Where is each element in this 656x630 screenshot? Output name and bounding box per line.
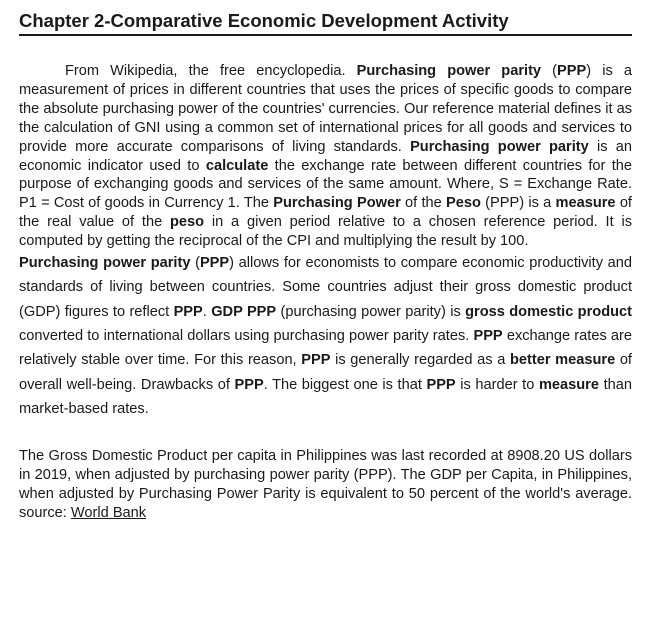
bold-term: measure <box>538 376 599 393</box>
text-run: . <box>202 303 212 320</box>
bold-term: peso <box>170 214 205 231</box>
bold-term: PPP <box>199 255 230 272</box>
bold-term: PPP <box>301 352 331 369</box>
text-run: ) is a measurement of prices in different countries that uses the prices of specific goods to compare the absolute purchasing power of the countries' currencies. Our reference material defines it as the calculation of GNI using a common set of international prices for all goods and services to provide more accurate comparisons of living standards. <box>19 63 632 155</box>
bold-term: gross domestic product <box>465 303 632 320</box>
bold-term: Peso <box>446 195 481 212</box>
paragraph-ppp-uses <box>19 251 632 421</box>
text-run: than market-based rates. <box>19 376 632 417</box>
text-run: . The biggest one is that <box>263 376 427 393</box>
text-run: From Wikipedia, the free encyclopedia. <box>65 63 357 79</box>
bold-term: better measure <box>509 352 616 369</box>
text-run: in a given period relative to a chosen reference period. It is computed by getting the reciprocal of the CPI and multiplying the result by 100. <box>19 214 633 250</box>
bold-term: measure <box>555 195 616 212</box>
world-bank-link[interactable]: World Bank <box>70 504 147 521</box>
bold-term: PPP <box>557 63 587 79</box>
text-run: exchange rates are relatively stable over time. For this reason, <box>19 327 632 369</box>
text-run: of overall well-being. Drawbacks of <box>19 352 632 393</box>
bold-term: PPP <box>173 303 203 320</box>
paragraph-ppp-definition <box>19 62 632 251</box>
text-run: ( <box>541 63 558 79</box>
document-page <box>19 9 632 523</box>
text-run: (purchasing power parity) is <box>276 303 466 320</box>
text-run: ( <box>190 255 200 272</box>
bold-term: PPP <box>473 327 503 344</box>
bold-term: calculate <box>205 157 269 174</box>
bold-term: Purchasing Power <box>273 195 401 212</box>
bold-term: PPP <box>426 376 456 393</box>
text-run: converted to international dollars using purchasing power parity rates. <box>19 327 474 344</box>
bold-term: Purchasing power parity <box>410 138 589 155</box>
bold-term: PPP <box>234 376 264 393</box>
page-title: Chapter 2-Comparative Economic Development Activity <box>19 9 632 36</box>
text-run: is generally regarded as a <box>330 352 510 369</box>
text-run: (PPP) is a <box>480 195 556 212</box>
bold-term: Purchasing power parity <box>19 255 191 272</box>
text-run: is an economic indicator used to <box>19 138 632 174</box>
bold-term: GDP PPP <box>211 303 277 320</box>
bold-term: Purchasing power parity <box>356 63 542 79</box>
text-run: The Gross Domestic Product per capita in Philippines was last recorded at 8908.20 US dollars in 2019, when adjusted by purchasing power parity (PPP). The GDP per Capita, in Philippines, when adjusted by Purchasing Power Parity is equivalent to 50 percent of the world's average. source: <box>19 448 632 521</box>
text-run: ) allows for economists to compare economic productivity and standards of living between countries. Some countries adjust their gross domestic product (GDP) figures to reflect <box>19 255 632 320</box>
text-run: is harder to <box>455 376 539 393</box>
text-run: of the real value of the <box>19 195 632 231</box>
text-run: of the <box>400 195 447 212</box>
text-run: the exchange rate between different countries for the purpose of exchanging goods and services of the same amount. Where, S = Exchange Rate. P1 = Cost of goods in Currency 1. The <box>19 157 633 212</box>
paragraph-philippines-gdp <box>19 447 632 523</box>
